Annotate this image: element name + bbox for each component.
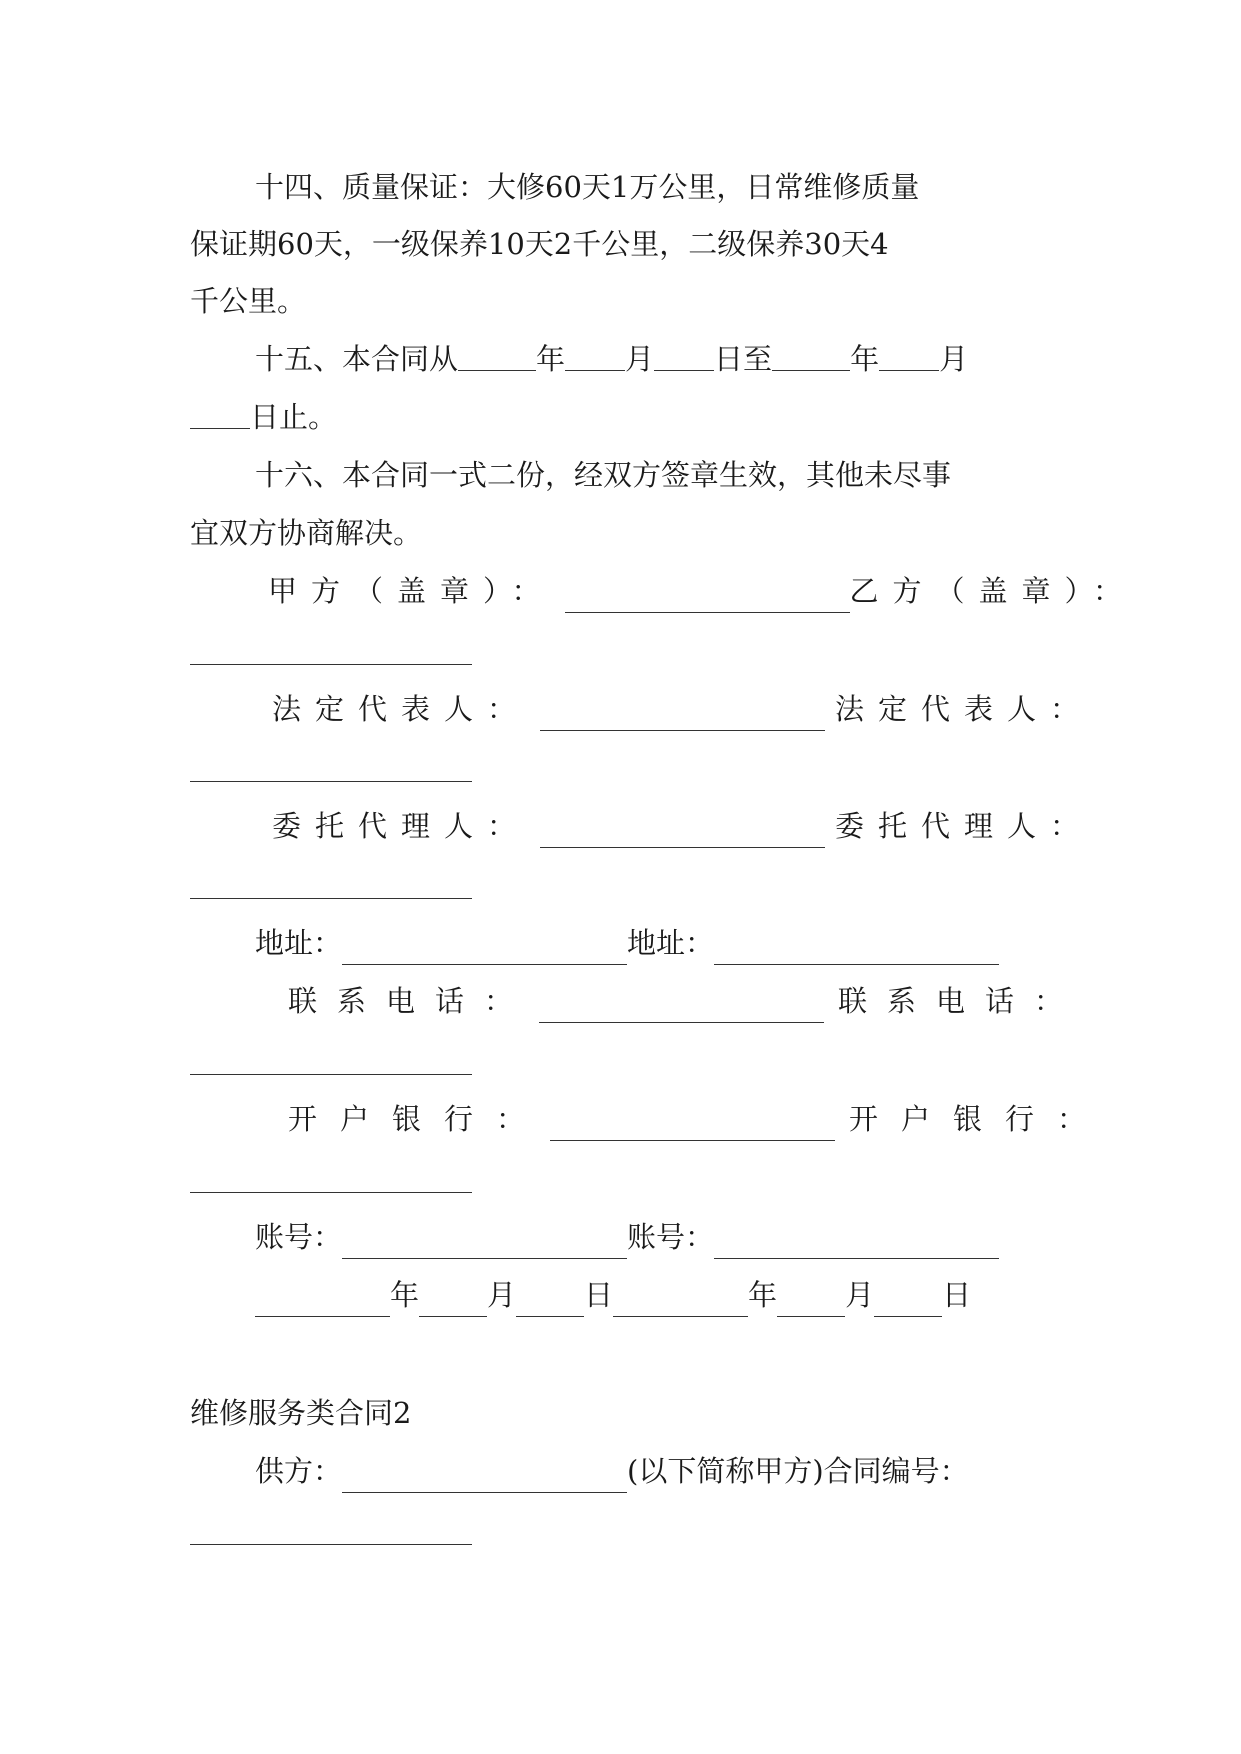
party-a-seal-field[interactable] — [565, 588, 850, 613]
phone-a-label: 联系电话： — [288, 984, 534, 1018]
date-a-month-field[interactable] — [419, 1292, 487, 1317]
agent-row — [272, 797, 1093, 855]
seal-row — [268, 562, 1136, 620]
month-blank-1[interactable] — [565, 330, 625, 371]
day-to-label: 日至 — [714, 342, 773, 376]
date-b-month-field[interactable] — [777, 1292, 845, 1317]
legal-rep-b-label: 法定代表人： — [835, 692, 1094, 726]
contract2-supplier-row — [255, 1442, 969, 1500]
date-b-day-field[interactable] — [874, 1292, 942, 1317]
month-label-1: 月 — [625, 342, 655, 376]
agent-a-label: 委托代理人： — [272, 809, 531, 843]
date-a-day-field[interactable] — [516, 1292, 584, 1317]
date-a-year-field[interactable] — [255, 1292, 390, 1317]
year-blank-2[interactable] — [772, 330, 850, 371]
party-a-seal-label: 甲方（盖章）： — [268, 574, 555, 608]
bank-b-field[interactable] — [190, 1192, 472, 1193]
party-b-seal-field[interactable] — [190, 664, 472, 665]
bank-b-label: 开户银行： — [849, 1102, 1110, 1136]
section14-line2: 保证期60天，一级保养10天2千公里，二级保养30天4 — [190, 227, 889, 261]
date-b-day-label: 日 — [942, 1278, 972, 1312]
section16-line2: 宜双方协商解决。 — [190, 516, 423, 550]
supplier-label: 供方： — [255, 1454, 343, 1488]
account-row — [255, 1208, 999, 1266]
section16-line1: 十六、本合同一式二份，经双方签章生效，其他未尽事 — [255, 458, 952, 492]
day-blank-2[interactable] — [190, 388, 250, 429]
legal-rep-a-field[interactable] — [540, 706, 825, 731]
address-b-label: 地址： — [627, 926, 715, 960]
legal-rep-b-field[interactable] — [190, 781, 472, 782]
agent-a-field[interactable] — [540, 823, 825, 848]
address-row — [255, 914, 999, 972]
agent-b-field[interactable] — [190, 898, 472, 899]
phone-b-label: 联系电话： — [838, 984, 1084, 1018]
year-label-1: 年 — [536, 342, 566, 376]
section15-text: 十五、本合同从 — [255, 342, 459, 376]
contract-number-field[interactable] — [190, 1544, 472, 1545]
year-blank-1[interactable] — [458, 330, 536, 371]
supplier-field[interactable] — [342, 1468, 627, 1493]
bank-a-label: 开户银行： — [288, 1102, 549, 1136]
address-a-label: 地址： — [255, 926, 343, 960]
account-a-label: 账号： — [255, 1220, 343, 1254]
bank-row — [288, 1090, 1109, 1148]
section15-line1 — [255, 330, 1052, 388]
phone-a-field[interactable] — [539, 998, 824, 1023]
abbrev-label: (以下简称甲方)合同编号： — [627, 1454, 969, 1488]
date-a-month-label: 月 — [487, 1278, 517, 1312]
day-blank-1[interactable] — [654, 330, 714, 371]
party-b-seal-label: 乙方（盖章）： — [849, 574, 1137, 608]
date-b-month-label: 月 — [845, 1278, 875, 1312]
section14-line3: 千公里。 — [190, 284, 307, 318]
section14-line1: 十四、质量保证：大修60天1万公里，日常维修质量 — [255, 170, 920, 204]
date-a-year-label: 年 — [390, 1278, 420, 1312]
account-a-field[interactable] — [342, 1234, 627, 1259]
account-b-field[interactable] — [714, 1234, 999, 1259]
contract2-title: 维修服务类合同2 — [190, 1396, 412, 1430]
address-b-field[interactable] — [714, 940, 999, 965]
address-a-field[interactable] — [342, 940, 627, 965]
phone-row — [288, 972, 1083, 1030]
agent-b-label: 委托代理人： — [835, 809, 1094, 843]
date-a-day-label: 日 — [584, 1278, 614, 1312]
date-row — [255, 1266, 971, 1324]
account-b-label: 账号： — [627, 1220, 715, 1254]
month-label-2: 月 — [939, 342, 969, 376]
legal-rep-a-label: 法定代表人： — [272, 692, 531, 726]
section15-line2 — [190, 388, 1052, 446]
year-label-2: 年 — [850, 342, 880, 376]
month-blank-2[interactable] — [879, 330, 939, 371]
bank-a-field[interactable] — [550, 1116, 835, 1141]
day-end-label: 日止。 — [250, 400, 338, 434]
date-b-year-label: 年 — [748, 1278, 778, 1312]
date-b-year-field[interactable] — [613, 1292, 748, 1317]
phone-b-field[interactable] — [190, 1074, 472, 1075]
legal-rep-row — [272, 680, 1093, 738]
